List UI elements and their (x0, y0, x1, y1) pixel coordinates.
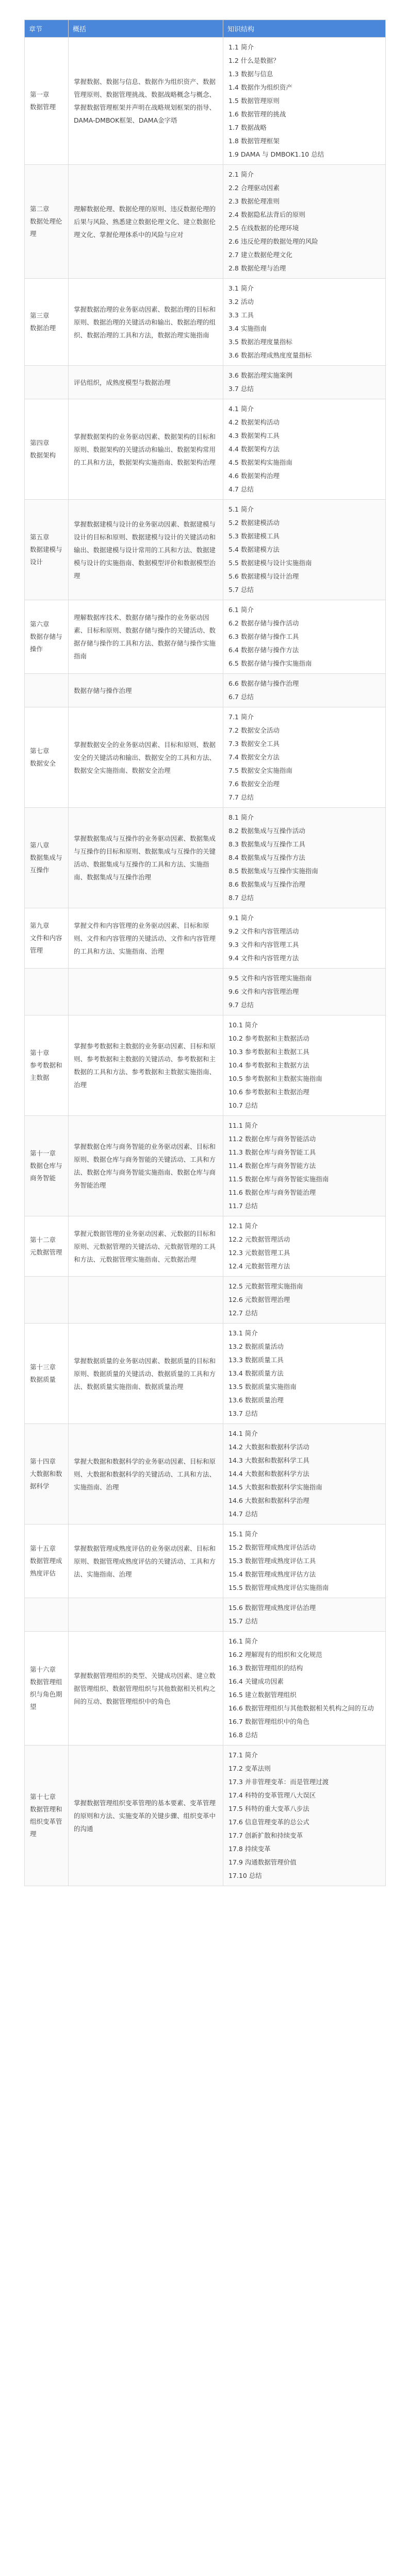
section-item: 1.4 数据作为组织资产 (228, 83, 292, 91)
section-item: 3.7 总结 (228, 385, 254, 393)
section-item: 10.3 参考数据和主数据工具 (228, 1048, 309, 1056)
chapter-number: 第九章 (30, 922, 50, 929)
summary-cell: 理解数据库技术、数据存储与操作的业务驱动因素、目标和原则、数据存储与操作的关键活动、数据存储与操作的工具和方法、数据存储与操作实施指南 (69, 600, 223, 674)
section-item: 2.1 简介 (228, 171, 254, 178)
section-item: 3.5 数据治理度量指标 (228, 338, 292, 346)
section-item: 1.3 数据与信息 (228, 70, 273, 78)
section-item: 9.7 总结 (228, 1001, 254, 1009)
chapter-number: 第十六章 (30, 1666, 56, 1673)
section-item: 4.7 总结 (228, 485, 254, 493)
section-item: 3.6 数据治理实施案例 (228, 371, 292, 379)
summary-cell: 掌握数据架构的业务驱动因素、数据架构的目标和原则、数据架构的关键活动和输出、数据架构常用的工具和方法，数据架构实施指南、数据架构治理 (69, 399, 223, 500)
chapter-number: 第十三章 (30, 1363, 56, 1371)
summary-cell: 掌握元数据管理的业务驱动因素、元数据的目标和原则、元数据管理的关键活动、元数据管理的工具和方法、元数据管理实施指南、元数据治理 (69, 1216, 223, 1277)
section-item: 16.6 数据管理组织与其他数据相关机构之间的互动 (228, 1704, 374, 1712)
table-row (25, 908, 386, 969)
chapter-title: 数据管理 (30, 103, 56, 111)
chapter-cell (25, 1324, 69, 1424)
section-item: 15.2 数据管理成熟度评估活动 (228, 1544, 316, 1551)
summary-cell: 掌握数据集成与互操作的业务驱动因素、数据集成与互操作的目标和原则、数据集成与互操作的关键活动、数据集成与互操作的工具和方法、实施指南、数据集成与互操作治理 (69, 808, 223, 908)
chapter-cell (25, 1277, 69, 1324)
section-item: 9.6 文件和内容管理治理 (228, 988, 299, 995)
structure-cell (223, 707, 386, 808)
section-item: 12.4 元数据管理方法 (228, 1262, 290, 1270)
structure-cell (223, 1632, 386, 1745)
section-item: 5.2 数据建模活动 (228, 519, 280, 527)
chapter-title: 数据存储与操作 (30, 633, 62, 653)
section-item: 16.2 理解现有的组织和文化规范 (228, 1651, 322, 1658)
section-item: 5.6 数据建模与设计治理 (228, 572, 299, 580)
section-item: 17.8 持续变革 (228, 1845, 271, 1853)
section-item: 12.2 元数据管理活动 (228, 1235, 290, 1243)
section-item: 7.7 总结 (228, 793, 254, 801)
structure-cell (223, 1745, 386, 1886)
section-item: 2.8 数据伦理与治理 (228, 264, 286, 272)
section-item: 16.3 数据管理组织的结构 (228, 1664, 303, 1672)
table-row (25, 1277, 386, 1324)
table-row (25, 366, 386, 399)
section-item: 10.2 参考数据和主数据活动 (228, 1035, 309, 1042)
section-item: 13.3 数据质量工具 (228, 1356, 284, 1364)
summary-cell: 理解数据伦理、数据伦理的原则、违反数据伦理的后果与风险、熟悉建立数据伦理文化、建立数据伦理文化、掌握伦理体系中的风险与应对 (69, 165, 223, 279)
chapter-cell (25, 707, 69, 808)
section-item: 17.7 创新扩散和持续变革 (228, 1832, 303, 1839)
section-item: 1.6 数据管理的挑战 (228, 110, 286, 118)
section-item: 17.6 信息管理变革的总公式 (228, 1818, 309, 1826)
summary-cell: 掌握文件和内容管理的业务驱动因素、目标和原则、文件和内容管理的关键活动、文件和内容管理的工具和方法、实施指南、治理 (69, 908, 223, 969)
section-item: 15.7 总结 (228, 1617, 258, 1625)
section-item: 12.1 简介 (228, 1222, 258, 1230)
section-item: 5.5 数据建模与设计实施指南 (228, 559, 312, 567)
section-item: 12.5 元数据管理实施指南 (228, 1282, 303, 1290)
table-row (25, 1424, 386, 1524)
section-item: 12.6 元数据管理治理 (228, 1296, 290, 1303)
section-item: 13.4 数据质量方法 (228, 1369, 284, 1377)
section-item: 17.10 总结 (228, 1872, 262, 1879)
section-item: 10.1 简介 (228, 1021, 258, 1029)
section-item: 8.7 总结 (228, 894, 254, 902)
section-item: 2.3 数据伦理准则 (228, 197, 280, 205)
chapter-title: 大数据和数据科学 (30, 1470, 62, 1490)
chapter-cell (25, 1745, 69, 1886)
chapter-title: 数据架构 (30, 451, 56, 459)
chapter-title: 数据管理和组织变革管理 (30, 1805, 62, 1838)
chapter-cell (25, 674, 69, 707)
section-item: 4.2 数据架构活动 (228, 418, 280, 426)
structure-cell (223, 1324, 386, 1424)
table-row (25, 600, 386, 674)
section-item: 4.3 数据架构工具 (228, 432, 280, 439)
summary-cell: 掌握数据仓库与商务智能的业务驱动因素、目标和原则、数据仓库与商务智能的关键活动、工具和方法、数据仓库与商务智能实施指南、数据仓库与商务智能治理 (69, 1116, 223, 1216)
section-item: 7.1 简介 (228, 713, 254, 721)
structure-cell (223, 366, 386, 399)
structure-cell (223, 808, 386, 908)
summary-cell: 掌握大数据和数据科学的业务驱动因素、目标和原则、大数据和数据科学的关键活动、工具和方法、实施指南、治理 (69, 1424, 223, 1524)
section-item: 2.7 建立数据伦理文化 (228, 251, 292, 259)
section-item: 8.2 数据集成与互操作活动 (228, 827, 305, 835)
structure-cell (223, 1277, 386, 1324)
section-item: 4.6 数据架构治理 (228, 472, 280, 480)
section-item: 8.3 数据集成与互操作工具 (228, 840, 305, 848)
table-row (25, 1598, 386, 1632)
summary-cell: 评估组织，成熟度模型与数据治理 (69, 366, 223, 399)
structure-cell (223, 674, 386, 707)
chapter-cell (25, 1424, 69, 1524)
chapter-number: 第三章 (30, 312, 50, 319)
chapter-title: 数据处理伦理 (30, 217, 62, 238)
content-wrapper (24, 20, 385, 1886)
table-row (25, 1324, 386, 1424)
section-item: 13.7 总结 (228, 1410, 258, 1417)
summary-cell (69, 969, 223, 1015)
section-item: 17.4 科特的变革管理八大误区 (228, 1791, 316, 1799)
section-item: 8.6 数据集成与互操作治理 (228, 880, 305, 888)
section-item: 8.5 数据集成与互操作实施指南 (228, 867, 318, 875)
section-item: 4.4 数据架构方法 (228, 445, 280, 453)
section-item: 9.1 简介 (228, 914, 254, 922)
section-item: 7.4 数据安全方法 (228, 753, 280, 761)
summary-cell: 掌握数据管理组织变革管理的基本要素、变革管理的原则和方法、实施变革的关键步骤、组织变革中的沟通 (69, 1745, 223, 1886)
section-item: 6.2 数据存储与操作活动 (228, 619, 299, 627)
section-item: 11.6 数据仓库与商务智能治理 (228, 1189, 316, 1196)
table-row (25, 1116, 386, 1216)
section-item: 8.1 简介 (228, 814, 254, 821)
table-row (25, 1524, 386, 1598)
section-item: 7.6 数据安全治理 (228, 780, 280, 788)
chapter-number: 第十七章 (30, 1793, 56, 1801)
section-item: 5.1 简介 (228, 505, 254, 513)
chapter-cell (25, 1632, 69, 1745)
section-item: 11.5 数据仓库与商务智能实施指南 (228, 1175, 329, 1183)
table-row (25, 1632, 386, 1745)
summary-cell (69, 1598, 223, 1632)
chapter-number: 第二章 (30, 205, 50, 213)
structure-cell (223, 1216, 386, 1277)
chapter-cell (25, 600, 69, 674)
section-item: 12.3 元数据管理工具 (228, 1249, 290, 1257)
summary-cell: 掌握数据安全的业务驱动因素、目标和原则、数据安全的关键活动和输出、数据安全的工具和方法、数据安全实施指南、数据安全治理 (69, 707, 223, 808)
section-item: 17.1 简介 (228, 1751, 258, 1759)
section-item: 7.5 数据安全实施指南 (228, 767, 292, 774)
section-item: 2.6 违反伦理的数据处理的风险 (228, 238, 318, 245)
section-item: 14.2 大数据和数据科学活动 (228, 1443, 309, 1451)
table-row (25, 707, 386, 808)
structure-cell (223, 969, 386, 1015)
table-row (25, 969, 386, 1015)
chapter-cell (25, 165, 69, 279)
section-item: 17.5 科特的重大变革八步法 (228, 1805, 309, 1812)
section-item: 17.3 并非管理变革：而是管理过渡 (228, 1778, 329, 1786)
chapter-cell (25, 279, 69, 366)
section-item: 15.3 数据管理成熟度评估工具 (228, 1557, 316, 1565)
table-row (25, 500, 386, 600)
summary-cell: 掌握数据管理组织的类型、关键成功因素、建立数据管理组织、数据管理组织与其他数据相关机构之间的互动、数据管理组织中的角色 (69, 1632, 223, 1745)
structure-cell (223, 38, 386, 165)
section-item: 1.5 数据管理原则 (228, 97, 280, 105)
header-row (25, 20, 386, 38)
chapter-cell (25, 366, 69, 399)
chapter-cell (25, 908, 69, 969)
chapter-cell (25, 969, 69, 1015)
chapter-number: 第四章 (30, 439, 50, 447)
chapter-number: 第七章 (30, 747, 50, 755)
section-item: 3.2 活动 (228, 298, 254, 306)
table-row (25, 279, 386, 366)
curriculum-table (24, 20, 386, 1886)
section-item: 15.6 数据管理成熟度评估治理 (228, 1604, 316, 1612)
table-row (25, 165, 386, 279)
section-item: 7.3 数据安全工具 (228, 740, 280, 748)
section-item: 8.4 数据集成与互操作方法 (228, 854, 305, 861)
chapter-cell (25, 399, 69, 500)
summary-cell: 掌握数据建模与设计的业务驱动因素、数据建模与设计的目标和原则、数据建模与设计的关键活动和输出、数据建模与设计常用的工具和方法、数据建模与设计的实施指南、数据模型评价和数据模型治理 (69, 500, 223, 600)
chapter-number: 第十五章 (30, 1545, 56, 1552)
section-item: 5.4 数据建模方法 (228, 546, 280, 553)
section-item: 7.2 数据安全活动 (228, 726, 280, 734)
section-item: 1.2 什么是数据？ (228, 57, 280, 64)
chapter-title: 数据安全 (30, 759, 56, 767)
section-item: 13.5 数据质量实施指南 (228, 1383, 297, 1391)
chapter-title: 数据管理成熟度评估 (30, 1557, 62, 1577)
section-item: 14.6 大数据和数据科学治理 (228, 1497, 309, 1504)
chapter-number: 第十二章 (30, 1236, 56, 1244)
structure-cell (223, 1015, 386, 1116)
section-item: 6.3 数据存储与操作工具 (228, 633, 299, 640)
chapter-title: 数据建模与设计 (30, 546, 62, 566)
section-item: 16.4 关键成功因素 (228, 1677, 284, 1685)
summary-cell: 数据存储与操作治理 (69, 674, 223, 707)
section-item: 14.1 简介 (228, 1430, 258, 1437)
section-item: 10.4 参考数据和主数据方法 (228, 1061, 309, 1069)
header-structure: 知识结构 (223, 20, 386, 38)
chapter-number: 第五章 (30, 533, 50, 541)
table-row (25, 674, 386, 707)
table-body (25, 38, 386, 1886)
table-row (25, 1216, 386, 1277)
chapter-number: 第十四章 (30, 1458, 56, 1465)
section-item: 14.5 大数据和数据科学实施指南 (228, 1483, 322, 1491)
section-item: 14.7 总结 (228, 1510, 258, 1518)
section-item: 11.2 数据仓库与商务智能活动 (228, 1135, 316, 1143)
summary-cell (69, 1277, 223, 1324)
chapter-title: 文件和内容管理 (30, 934, 62, 954)
section-item: 1.1 简介 (228, 43, 254, 51)
section-item: 15.1 简介 (228, 1530, 258, 1538)
summary-cell: 掌握数据管理成熟度评估的业务驱动因素、目标和原则、数据管理成熟度评估的关键活动、工具和方法、实施指南、治理 (69, 1524, 223, 1598)
section-item: 16.7 数据管理组织中的角色 (228, 1718, 309, 1725)
structure-cell (223, 1524, 386, 1598)
section-item: 12.7 总结 (228, 1309, 258, 1317)
table-row (25, 1015, 386, 1116)
section-item: 13.6 数据质量治理 (228, 1396, 284, 1404)
chapter-title: 元数据管理 (30, 1248, 62, 1256)
table-row (25, 1745, 386, 1886)
chapter-cell (25, 1598, 69, 1632)
chapter-cell (25, 1015, 69, 1116)
section-item: 1.8 数据管理框架 (228, 137, 280, 145)
section-item: 3.1 简介 (228, 284, 254, 292)
chapter-cell (25, 1216, 69, 1277)
chapter-cell (25, 808, 69, 908)
section-item: 10.7 总结 (228, 1101, 258, 1109)
section-item: 16.5 建立数据管理组织 (228, 1691, 297, 1699)
section-item: 14.3 大数据和数据科学工具 (228, 1456, 309, 1464)
section-item: 2.5 在线数据的伦理环境 (228, 224, 299, 232)
section-item: 5.7 总结 (228, 586, 254, 594)
section-item: 13.1 简介 (228, 1329, 258, 1337)
section-item: 10.5 参考数据和主数据实施指南 (228, 1075, 322, 1082)
section-item: 3.6 数据治理成熟度度量指标 (228, 351, 312, 359)
chapter-cell (25, 38, 69, 165)
section-item: 10.6 参考数据和主数据治理 (228, 1088, 309, 1096)
structure-cell (223, 1598, 386, 1632)
structure-cell (223, 600, 386, 674)
section-item: 11.4 数据仓库与商务智能方法 (228, 1162, 316, 1170)
table-row (25, 808, 386, 908)
header-chapter: 章节 (25, 20, 69, 38)
chapter-number: 第十一章 (30, 1149, 56, 1157)
section-item: 9.2 文件和内容管理活动 (228, 927, 299, 935)
section-item: 6.1 简介 (228, 606, 254, 614)
section-item: 13.2 数据质量活动 (228, 1343, 284, 1350)
chapter-title: 数据质量 (30, 1376, 56, 1383)
section-item: 2.4 数据隐私法背后的原则 (228, 211, 305, 218)
structure-cell (223, 279, 386, 366)
table-row (25, 399, 386, 500)
summary-cell: 掌握参考数据和主数据的业务驱动因素、目标和原则、参考数据和主数据的关键活动、参考数据和主数据的工具和方法、参考数据和主数据实施指南、治理 (69, 1015, 223, 1116)
chapter-title: 参考数据和主数据 (30, 1061, 62, 1081)
chapter-cell (25, 500, 69, 600)
section-item: 3.4 实施指南 (228, 325, 267, 332)
section-item: 14.4 大数据和数据科学方法 (228, 1470, 309, 1478)
summary-cell: 掌握数据、数据与信息、数据作为组织资产、数据管理原则、数据管理挑战、数据战略概念与概念、掌握数据管理框架并声明在战略规划框架的指导、DAMA-DMBOK框架、DAMA金字塔 (69, 38, 223, 165)
section-item: 9.4 文件和内容管理方法 (228, 954, 299, 962)
section-item: 15.4 数据管理成熟度评估方法 (228, 1570, 316, 1578)
chapter-title: 数据集成与互操作 (30, 854, 62, 874)
section-item: 9.5 文件和内容管理实施指南 (228, 974, 312, 982)
section-item: 1.9 DAMA 与 DMBOK1.10 总结 (228, 150, 324, 158)
chapter-title: 数据治理 (30, 324, 56, 332)
section-item: 2.2 合理驱动因素 (228, 184, 280, 192)
section-item: 11.1 简介 (228, 1122, 258, 1129)
structure-cell (223, 1116, 386, 1216)
section-item: 17.9 沟通数据管理价值 (228, 1858, 297, 1866)
structure-cell (223, 500, 386, 600)
section-item: 4.5 数据架构实施指南 (228, 459, 292, 466)
chapter-title: 数据仓库与商务智能 (30, 1162, 62, 1182)
summary-cell: 掌握数据质量的业务驱动因素、数据质量的目标和原则、数据质量的关键活动、数据质量的工具和方法、数据质量实施指南、数据质量治理 (69, 1324, 223, 1424)
section-item: 1.7 数据战略 (228, 124, 267, 131)
structure-cell (223, 399, 386, 500)
chapter-cell (25, 1116, 69, 1216)
section-item: 6.7 总结 (228, 693, 254, 701)
chapter-title: 数据管理组织与角色期望 (30, 1678, 62, 1710)
section-item: 6.4 数据存储与操作方法 (228, 646, 299, 654)
summary-cell: 掌握数据治理的业务驱动因素、数据治理的目标和原则、数据治理的关键活动和输出、数据治理的组织、数据治理的工具和方法，数据治理实施指南 (69, 279, 223, 366)
chapter-number: 第十章 (30, 1049, 50, 1057)
chapter-number: 第八章 (30, 841, 50, 849)
section-item: 5.3 数据建模工具 (228, 532, 280, 540)
structure-cell (223, 908, 386, 969)
section-item: 6.5 数据存储与操作实施指南 (228, 659, 312, 667)
section-item: 15.5 数据管理成熟度评估实施指南 (228, 1584, 329, 1591)
structure-cell (223, 165, 386, 279)
chapter-cell (25, 1524, 69, 1598)
section-item: 9.3 文件和内容管理工具 (228, 941, 299, 948)
header-summary: 概括 (69, 20, 223, 38)
table-row (25, 38, 386, 165)
section-item: 3.3 工具 (228, 311, 254, 319)
section-item: 16.8 总结 (228, 1731, 258, 1739)
section-item: 11.3 数据仓库与商务智能工具 (228, 1148, 316, 1156)
chapter-number: 第六章 (30, 620, 50, 628)
section-item: 6.6 数据存储与操作治理 (228, 680, 299, 687)
section-item: 17.2 变革法则 (228, 1765, 271, 1772)
table-header (25, 20, 386, 38)
section-item: 16.1 简介 (228, 1637, 258, 1645)
section-item: 4.1 简介 (228, 405, 254, 413)
chapter-number: 第一章 (30, 91, 50, 98)
section-item: 11.7 总结 (228, 1202, 258, 1210)
structure-cell (223, 1424, 386, 1524)
